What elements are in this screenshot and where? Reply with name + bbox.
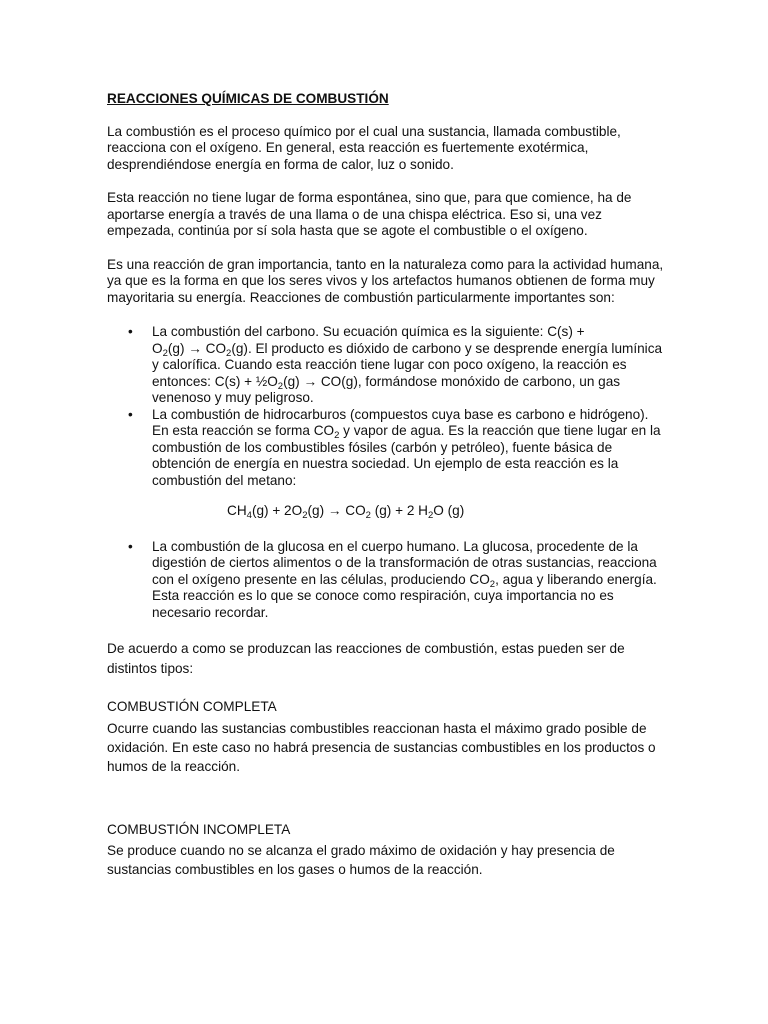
heading-complete-combustion: COMBUSTIÓN COMPLETA [107,699,277,714]
reactions-list-continued [107,539,667,622]
paragraph-incomplete-combustion: Se produce cuando no se alcanza el grado máximo de oxidación y hay presencia de sustancias combustibles en los gases o humos de la reacción. [107,843,615,877]
paragraph-definition: La combustión es el proceso químico por el cual una sustancia, llamada combustible, reacciona con el oxígeno. En general, esta reacción es fuertemente exotérmica, desprendiéndose energía en forma de calor, luz o sonido. [107,123,621,172]
heading-incomplete-combustion: COMBUSTIÓN INCOMPLETA [107,821,291,837]
bullet-icon: • [128,406,133,422]
paragraph-types-intro: De acuerdo a como se produzcan las reacciones de combustión, estas pueden ser de distintos tipos: [107,641,625,676]
paragraph-complete-combustion: Ocurre cuando las sustancias combustibles reaccionan hasta el máximo grado posible de oxidación. En este caso no habrá presencia de sustancias combustibles en los productos o humos de la reacción. [107,720,656,774]
paragraph-importance: Es una reacción de gran importancia, tanto en la naturaleza como para la actividad humana, ya que es la forma en que los seres vivos y los artefactos humanos obtienen de forma muy mayoritaria su energía. Reacciones de combustión particularmente importantes son: [107,256,664,305]
list-item-carbon-combustion: • La combustión del carbono. Su ecuación química es la siguiente: C(s) + $O_2(g) \to CO_2(g)$. El producto es dióxido de carbono y se desprende energía lumínica y calorífica. Cuando esta reacción tiene lugar con poco oxígeno, la reacción es entonces: $C(s) + \frac{1}{2}O_2(g) \to CO(g)$, formándose monóxido de carbono, un gas venenoso y muy peligroso. [128,324,663,405]
list-item-hydrocarbon-combustion: • La combustión de hidrocarburos (compuestos cuya base es carbono e hidrógeno). En esta reacción se forma $CO_2$ y vapor de agua. Es la reacción que tiene lugar en la combustión de los combustibles fósiles (carbón y petróleo), fuente básica de obtención de energía en nuestra sociedad. Un ejemplo de esta reacción es la combustión del metano: [128,406,661,488]
reactions-list [107,324,667,489]
document-page [107,91,667,879]
bullet-icon: • [128,538,133,554]
paragraph-activation: Esta reacción no tiene lugar de forma espontánea, sino que, para que comience, ha de aportarse energía a través de una llama o de una chispa eléctrica. Eso si, una vez empezada, continúa por sí sola hasta que se agote el combustible o el oxígeno. [107,190,632,238]
bullet-icon: • [128,324,133,339]
list-item-glucose-combustion: • La combustión de la glucosa en el cuerpo humano. La glucosa, procedente de la digestión de ciertos alimentos o de la transformación de otras sustancias, reacciona con el oxígeno presente en las células, produciendo $CO_2$, agua y liberando energía. Esta reacción es lo que se conoce como respiración, cuya importancia no es necesario recordar. [128,538,657,620]
document-title: REACCIONES QUÍMICAS DE COMBUSTIÓN [107,91,389,106]
methane-equation: $CH_4(g) + 2O_2(g) \to CO_2$ (g) + 2 $H_2O$ (g) [227,503,465,521]
